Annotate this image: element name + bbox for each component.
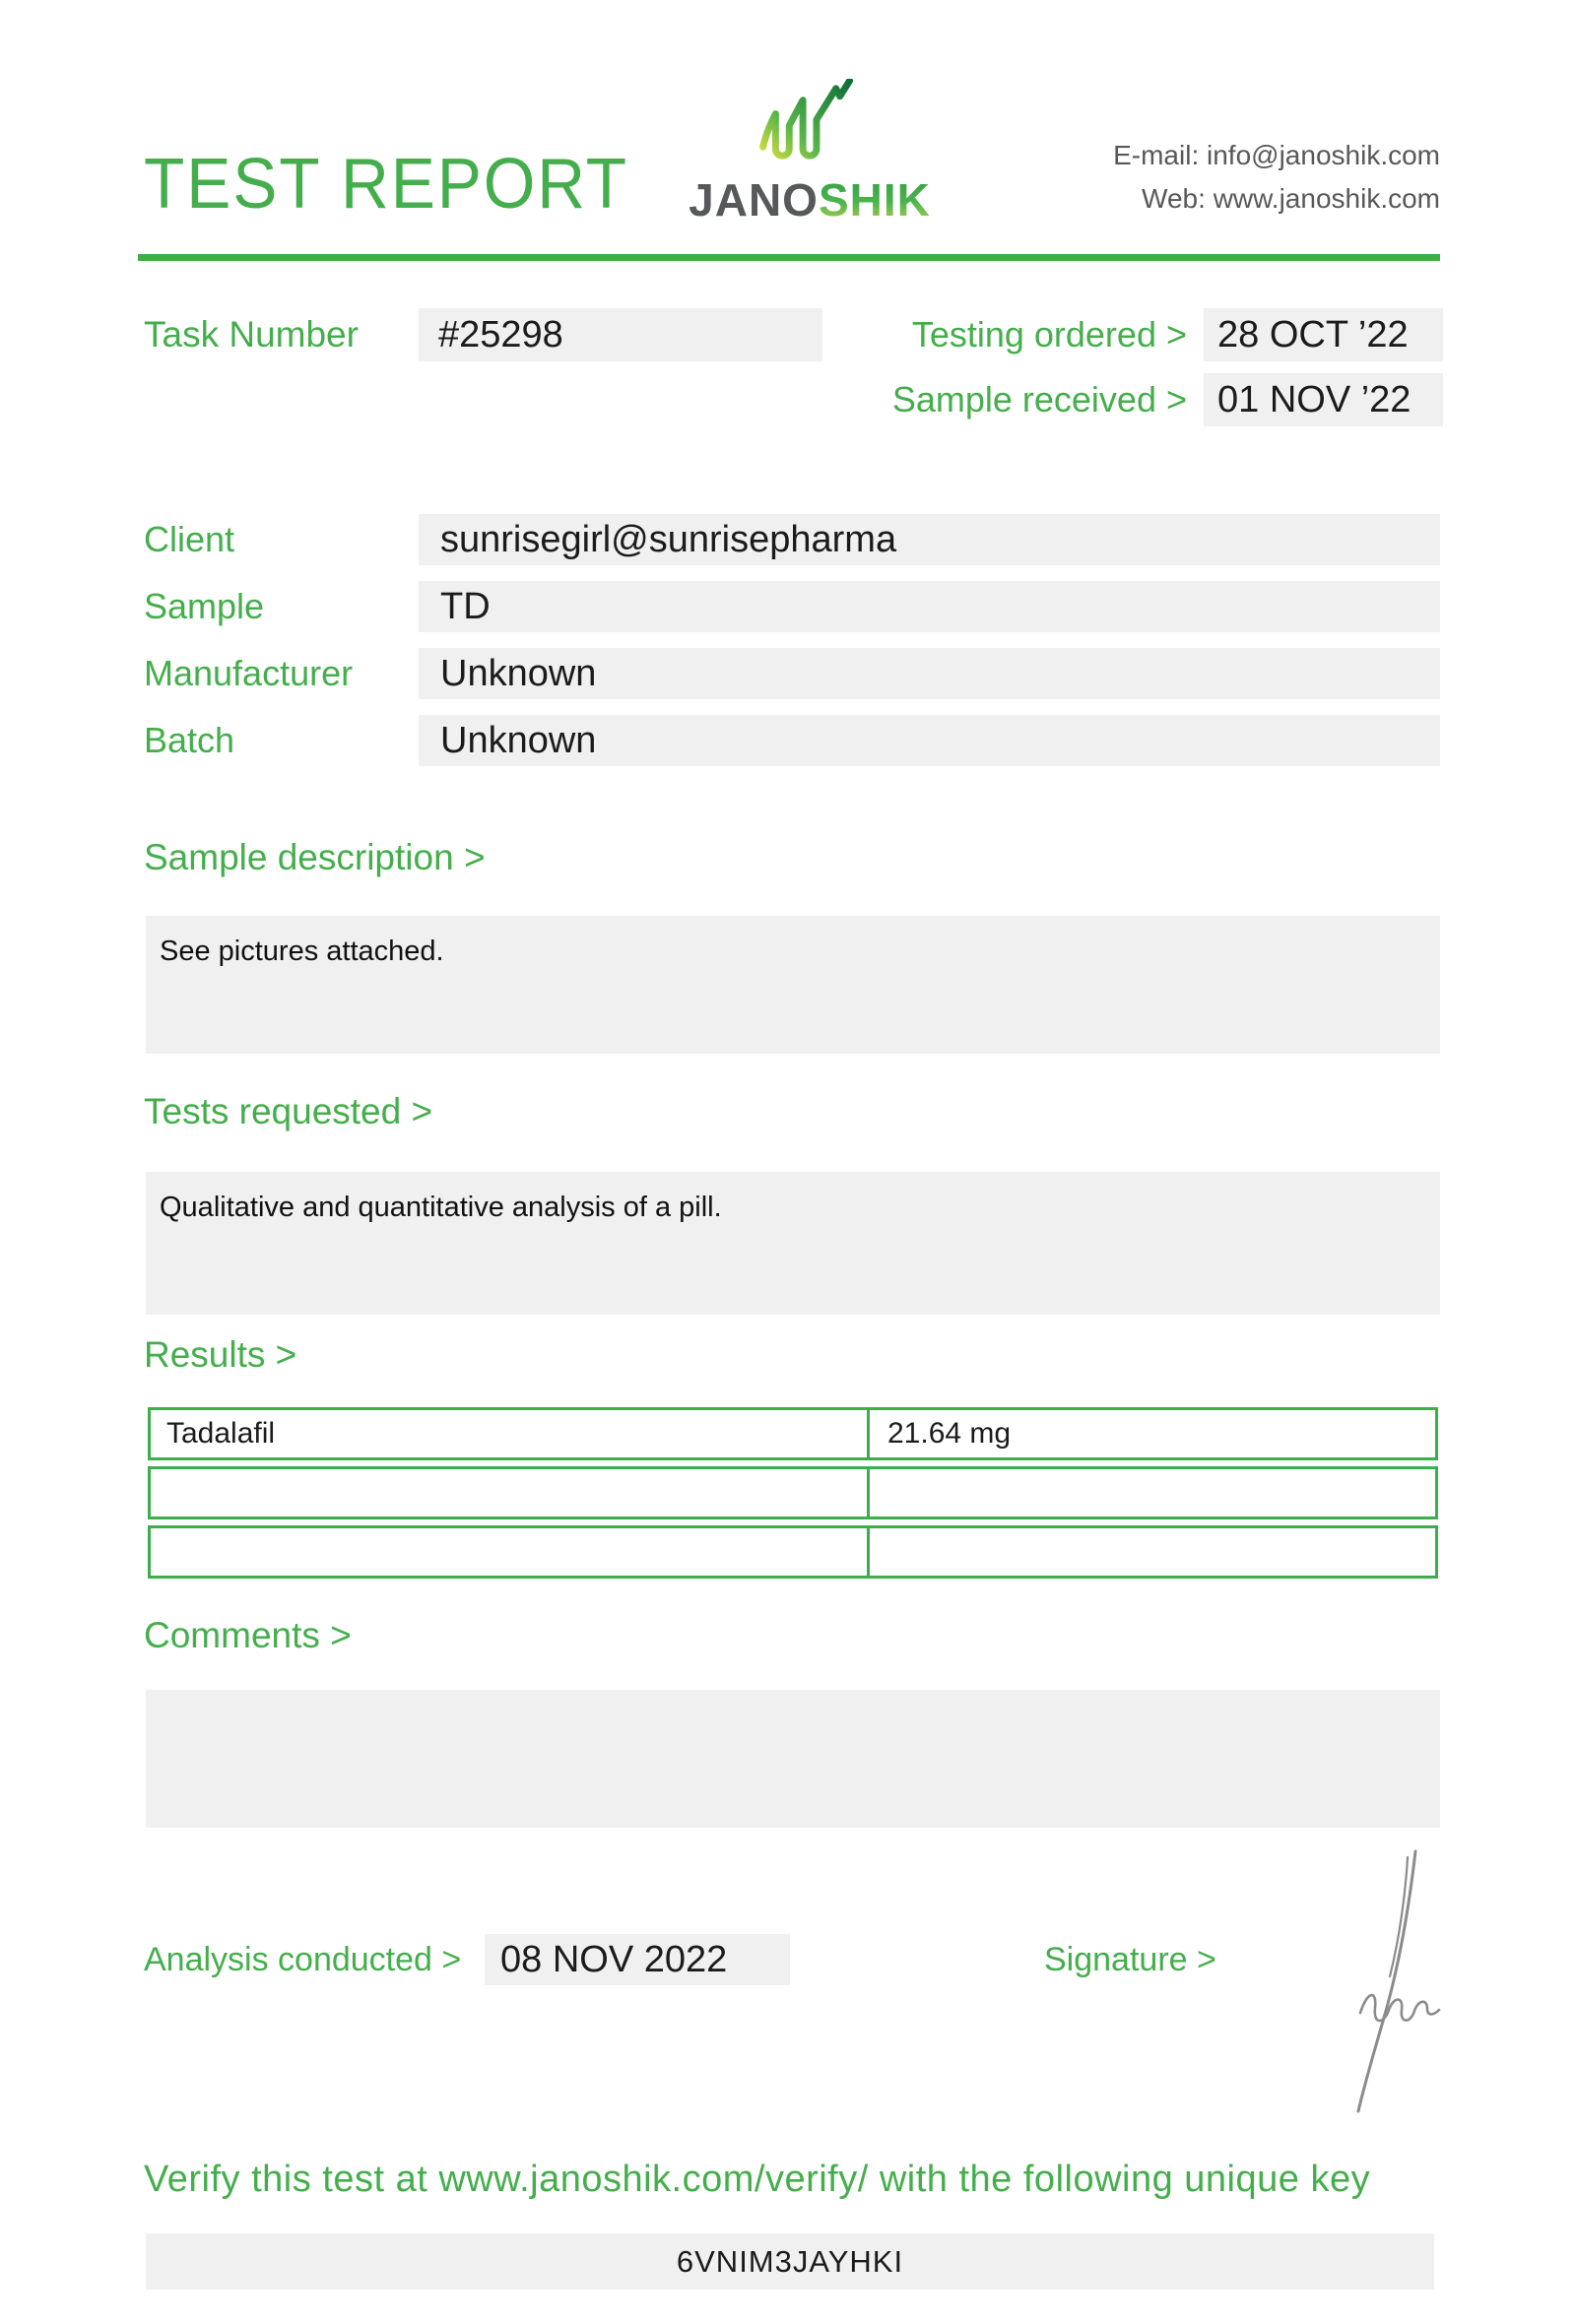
sample-description-heading: Sample description > — [144, 837, 486, 877]
unique-key-box — [146, 2233, 1434, 2290]
task-number-label: Task Number — [144, 314, 359, 355]
client-label: Client — [144, 519, 235, 559]
analysis-conducted-label: Analysis conducted > — [144, 1940, 462, 1978]
logo-jano: JANO — [689, 174, 819, 226]
email-line — [985, 134, 1440, 177]
results-column-divider — [867, 1469, 870, 1517]
manufacturer-value: Unknown — [440, 652, 597, 694]
results-column-divider — [867, 1528, 870, 1576]
header-rule — [138, 254, 1440, 261]
web-line — [985, 177, 1440, 221]
email-value: info@janoshik.com — [1207, 140, 1440, 170]
page-title: TEST REPORT — [144, 145, 629, 224]
signature-image — [1305, 1843, 1453, 2119]
client-value: sunrisegirl@sunrisepharma — [440, 518, 897, 560]
comments-text — [146, 1690, 1440, 1710]
manufacturer-label: Manufacturer — [144, 653, 354, 693]
analysis-date-value: 08 NOV 2022 — [500, 1938, 728, 1980]
amount-cell: 21.64 mg — [887, 1417, 1012, 1450]
web-value: www.janoshik.com — [1213, 183, 1440, 214]
tests-requested-text: Qualitative and quantitative analysis of a pill. — [160, 1192, 722, 1223]
sample-label: Sample — [144, 586, 265, 626]
sample-received-label: Sample received > — [891, 379, 1187, 420]
results-row — [148, 1525, 1438, 1579]
results-row — [148, 1466, 1438, 1519]
batch-value: Unknown — [440, 719, 597, 761]
comments-heading: Comments > — [144, 1615, 352, 1655]
results-row — [148, 1407, 1438, 1460]
verify-instruction: Verify this test at www.janoshik.com/verify/ with the following unique key — [144, 2159, 1371, 2200]
tests-requested-box — [146, 1172, 1440, 1315]
chart-logo-icon — [747, 79, 873, 171]
unique-key-value: 6VNIM3JAYHKI — [676, 2243, 904, 2279]
logo-shik: SHIK — [818, 174, 931, 226]
task-number-value: #25298 — [438, 313, 563, 355]
contact-block — [985, 134, 1440, 221]
sample-box — [419, 581, 1440, 632]
batch-label: Batch — [144, 720, 235, 760]
sample-description-text: See pictures attached. — [160, 936, 444, 967]
analyte-cell: Tadalafil — [166, 1417, 276, 1450]
logo-wordmark — [680, 173, 940, 226]
sample-received-value: 01 NOV ’22 — [1217, 378, 1412, 420]
testing-ordered-label: Testing ordered > — [911, 314, 1187, 355]
signature-label: Signature > — [1044, 1940, 1216, 1978]
results-column-divider — [867, 1410, 870, 1457]
sample-value: TD — [440, 585, 491, 627]
comments-box — [146, 1690, 1440, 1828]
testing-ordered-value: 28 OCT ’22 — [1217, 313, 1409, 355]
results-heading: Results > — [144, 1334, 297, 1375]
web-label: Web: — [1142, 183, 1206, 214]
tests-requested-heading: Tests requested > — [144, 1091, 433, 1131]
sample-description-box — [146, 916, 1440, 1054]
email-label: E-mail: — [1113, 140, 1200, 170]
